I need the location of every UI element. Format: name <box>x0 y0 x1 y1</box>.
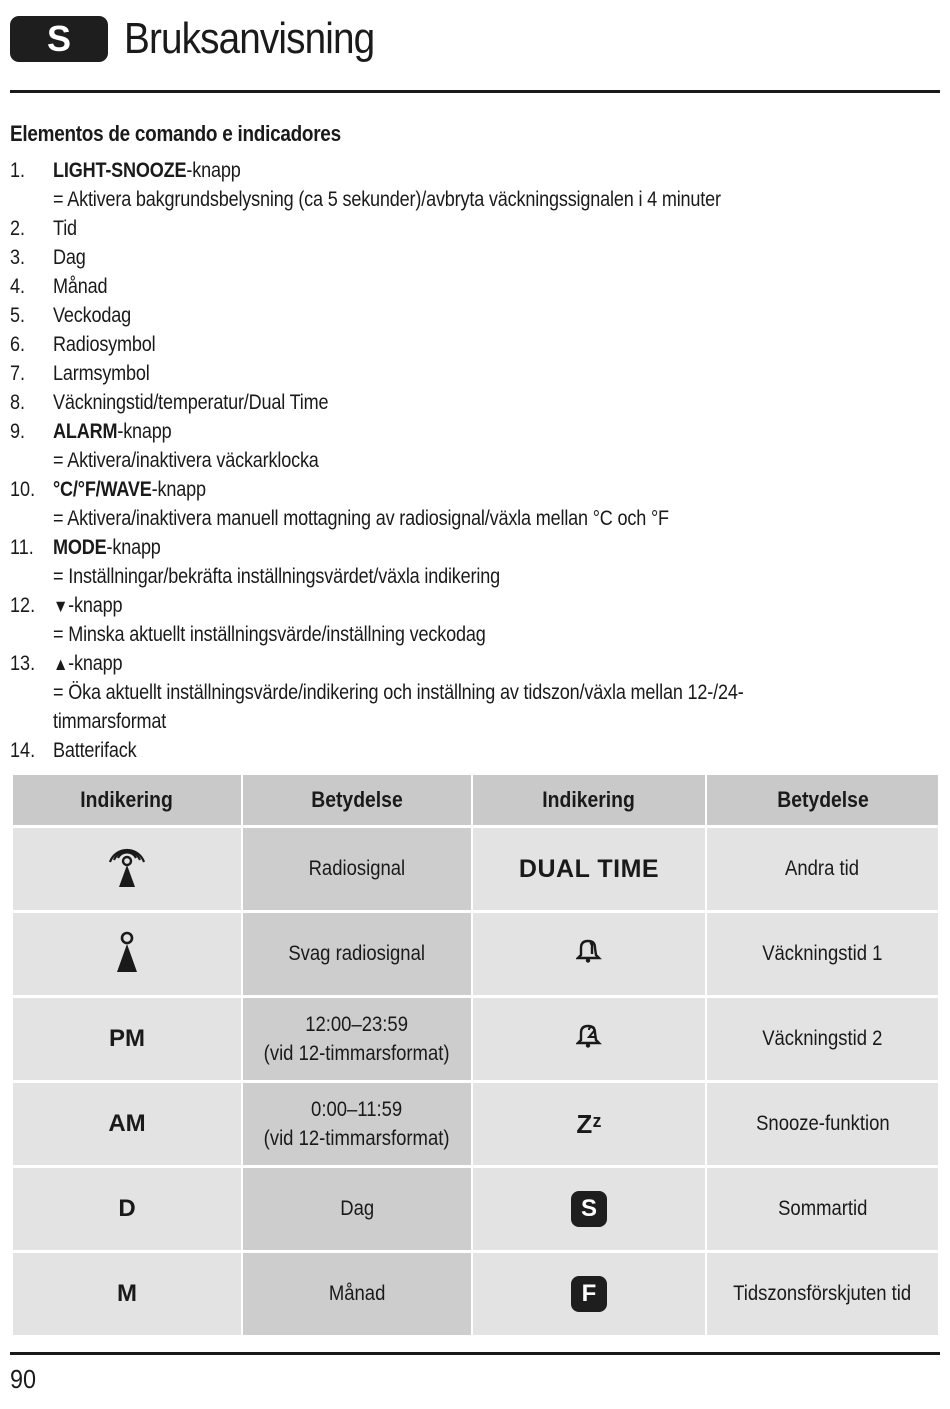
alarm-1-icon <box>576 938 602 964</box>
list-item: timmarsformat <box>53 710 167 733</box>
list-item: 7. Larmsymbol <box>10 362 150 385</box>
table-row <box>13 1168 938 1253</box>
meaning-cell: 0:00–11:59 (vid 12-timmarsformat) <box>243 1083 471 1168</box>
table-row <box>13 1083 938 1168</box>
meaning-cell: Månad <box>243 1253 471 1338</box>
am-indicator: AM <box>108 1110 146 1137</box>
list-item: 11. MODE-knapp <box>10 536 161 559</box>
weak-radio-signal-icon <box>114 929 140 973</box>
month-indicator: M <box>117 1280 137 1307</box>
col-header-betydelse-1: Betydelse <box>243 775 471 828</box>
table-row <box>13 998 938 1083</box>
col-header-indikering-1: Indikering <box>13 775 241 828</box>
list-item: 12. ▼-knapp <box>10 594 123 617</box>
meaning-cell: Väckningstid 2 <box>707 998 938 1083</box>
list-item: 2. Tid <box>10 217 77 240</box>
meaning-cell: Dag <box>243 1168 471 1253</box>
radio-signal-icon <box>109 844 145 888</box>
summer-time-icon: S <box>571 1191 607 1227</box>
table-header-row <box>13 775 938 828</box>
button-name: °C/°F/WAVE <box>53 478 152 501</box>
list-item: 1. LIGHT-SNOOZE-knapp <box>10 159 241 182</box>
meaning-cell: Snooze-funktion <box>707 1083 938 1168</box>
list-item: = Inställningar/bekräfta inställningsvärdet/växla indikering <box>53 565 500 588</box>
table-row <box>13 828 938 913</box>
table-row <box>13 1253 938 1338</box>
list-item: = Öka aktuellt inställningsvärde/indikering och inställning av tidszon/växla mellan 12-/24- <box>53 681 744 704</box>
language-badge: S <box>10 16 108 62</box>
pm-indicator: PM <box>109 1025 145 1052</box>
alarm-2-icon <box>576 1023 602 1049</box>
page-header <box>10 14 408 64</box>
meaning-cell: Svag radiosignal <box>243 913 471 998</box>
indicator-table <box>11 775 940 1338</box>
time-zone-icon: F <box>571 1276 607 1312</box>
page-title: Bruksanvisning <box>124 14 375 63</box>
controls-list <box>10 156 930 765</box>
list-item: = Aktivera bakgrundsbelysning (ca 5 sekunder)/avbryta väckningssignalen i 4 minuter <box>53 188 721 211</box>
meaning-cell: Radiosignal <box>243 828 471 913</box>
list-item: 4. Månad <box>10 275 108 298</box>
list-item: 14. Batterifack <box>10 739 137 762</box>
list-item: 5. Veckodag <box>10 304 131 327</box>
button-name: MODE <box>53 536 107 559</box>
section-heading: Elementos de comando e indicadores <box>10 121 341 146</box>
meaning-cell: 12:00–23:59 (vid 12-timmarsformat) <box>243 998 471 1083</box>
bottom-divider <box>10 1352 940 1355</box>
col-header-indikering-2: Indikering <box>473 775 705 828</box>
meaning-cell: Tidszonsförskjuten tid <box>707 1253 938 1338</box>
page-number: 90 <box>10 1364 37 1394</box>
list-item: = Minska aktuellt inställningsvärde/inställning veckodag <box>53 623 486 646</box>
meaning-cell: Sommartid <box>707 1168 938 1253</box>
list-item: 6. Radiosymbol <box>10 333 156 356</box>
meaning-cell: Andra tid <box>707 828 938 913</box>
list-item: 10. °C/°F/WAVE-knapp <box>10 478 206 501</box>
down-triangle-icon: ▼ <box>53 596 69 616</box>
meaning-cell: Väckningstid 1 <box>707 913 938 998</box>
button-name: ALARM <box>53 420 118 443</box>
list-item: 8. Väckningstid/temperatur/Dual Time <box>10 391 329 414</box>
up-triangle-icon: ▲ <box>53 654 69 674</box>
day-indicator: D <box>118 1195 136 1222</box>
snooze-icon: Zᶻ <box>576 1108 602 1139</box>
table-row <box>13 913 938 998</box>
list-item: 9. ALARM-knapp <box>10 420 172 443</box>
dual-time-indicator: DUAL TIME <box>518 854 660 883</box>
button-name: LIGHT-SNOOZE <box>53 159 187 182</box>
list-item: = Aktivera/inaktivera väckarklocka <box>53 449 319 472</box>
list-item: = Aktivera/inaktivera manuell mottagning av radiosignal/växla mellan °C och °F <box>53 507 669 530</box>
list-item: 3. Dag <box>10 246 86 269</box>
list-item: 13. ▲-knapp <box>10 652 123 675</box>
col-header-betydelse-2: Betydelse <box>707 775 938 828</box>
top-divider <box>10 90 940 93</box>
